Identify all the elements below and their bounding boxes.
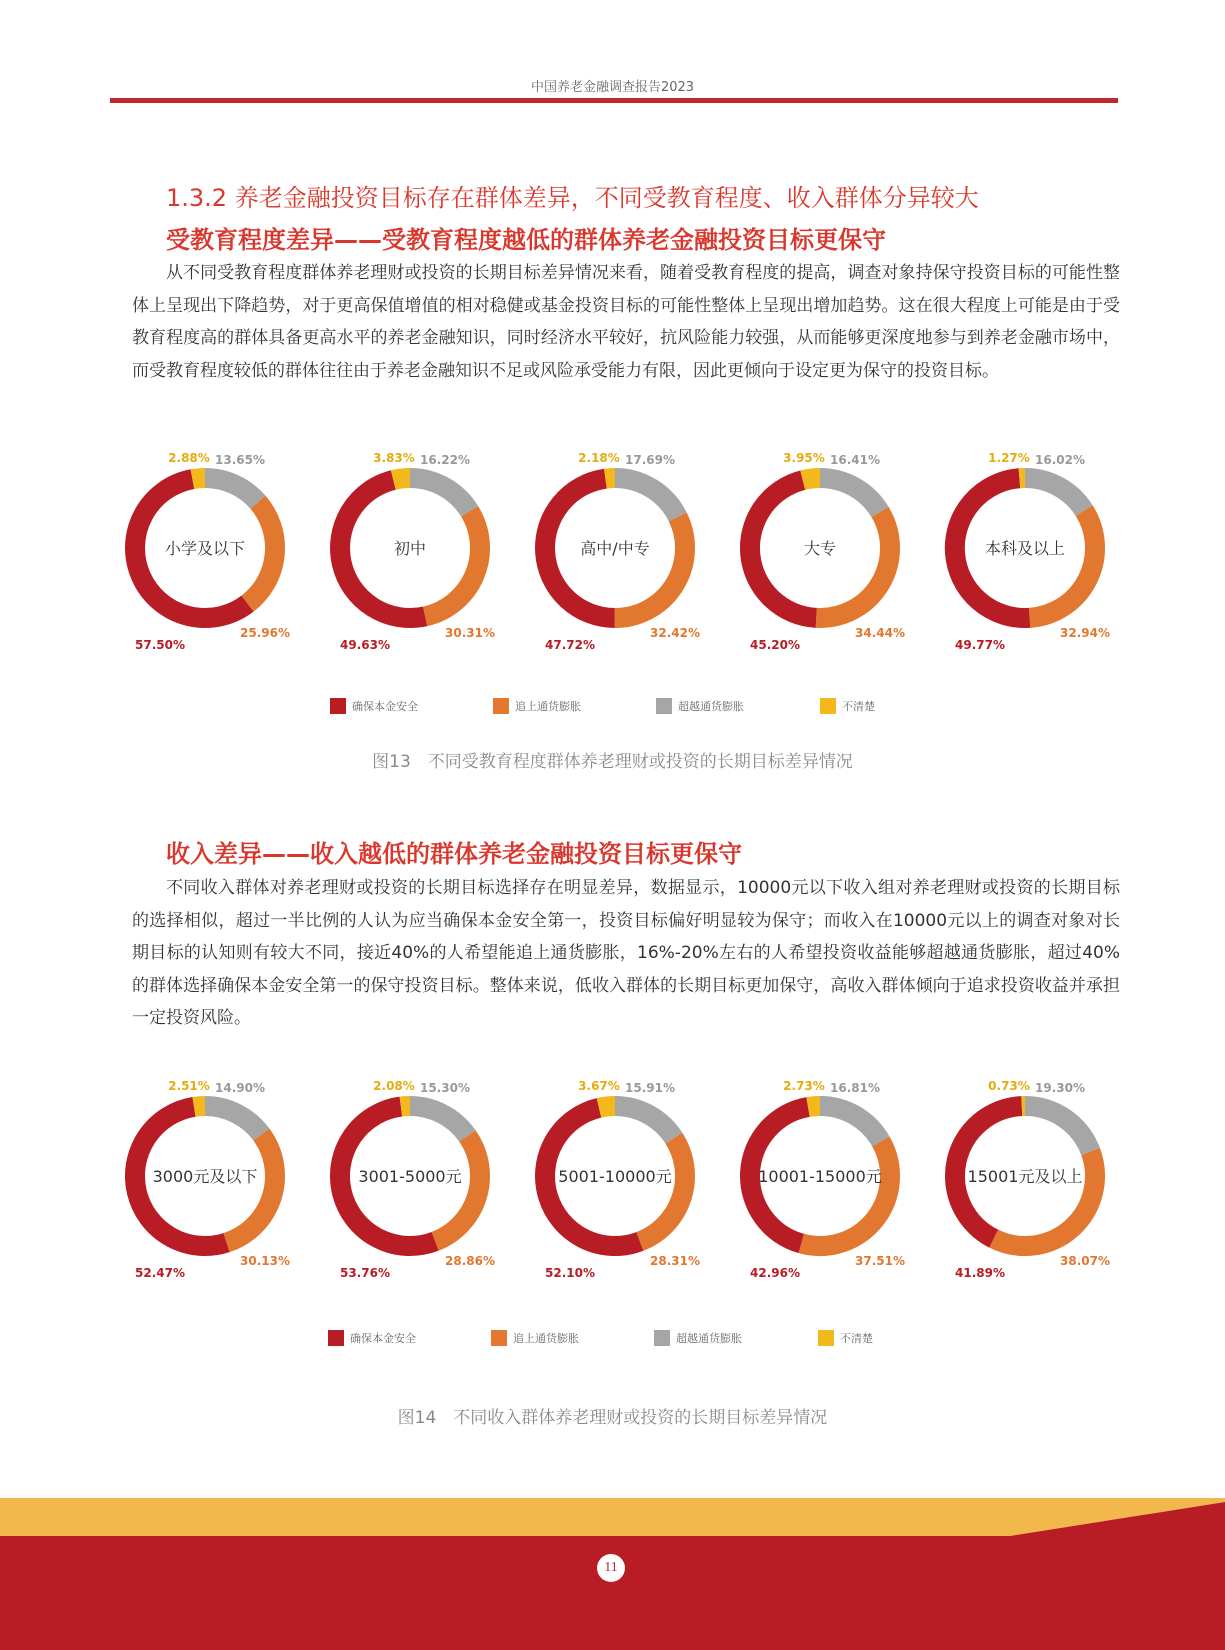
label-gray-value: 15.91% (625, 1081, 675, 1095)
donut-高中/中专 (545, 451, 700, 652)
label-yellow-value: 3.83% (373, 451, 415, 465)
legend-label: 确保本金安全 (350, 1332, 416, 1345)
label-red-value: 49.63% (340, 638, 390, 652)
donut-slice-不清楚 (393, 478, 410, 480)
donut-slice-不清楚 (599, 1106, 615, 1108)
donut-slice-追上通货膨胀 (801, 1142, 890, 1246)
donut-center-label: 小学及以下 (164, 539, 246, 558)
label-orange-value: 34.44% (855, 626, 905, 640)
legend-swatch (654, 1330, 670, 1346)
legend-item (328, 1328, 416, 1348)
donut-15001元及以上 (955, 1079, 1110, 1280)
label-gray-value: 14.90% (215, 1081, 265, 1095)
donut-center-label: 3000元及以下 (152, 1167, 258, 1186)
donut-slice-追上通货膨胀 (615, 517, 685, 618)
legend-label: 不清楚 (842, 700, 875, 713)
donut-slice-不清楚 (401, 1106, 410, 1107)
legend-label: 不清楚 (840, 1332, 873, 1345)
legend-item (330, 696, 418, 716)
donut-3000元及以下 (135, 1079, 290, 1280)
label-gray-value: 16.02% (1035, 453, 1085, 467)
label-orange-value: 28.86% (445, 1254, 495, 1268)
label-yellow-value: 2.73% (783, 1079, 825, 1093)
label-red-value: 52.47% (135, 1266, 185, 1280)
donut-slice-不清楚 (192, 478, 205, 479)
figure14-caption: 图14 不同收入群体养老理财或投资的长期目标差异情况 (397, 1408, 828, 1428)
donut-center-label: 10001-15000元 (758, 1167, 882, 1186)
label-gray-value: 15.30% (420, 1081, 470, 1095)
donut-slice-不清楚 (808, 1106, 820, 1107)
donut-slice-不清楚 (194, 1106, 205, 1107)
label-red-value: 45.20% (750, 638, 800, 652)
legend-swatch (330, 698, 346, 714)
donut-slice-追上通货膨胀 (640, 1138, 685, 1241)
report-header-title: 中国养老金融调查报告2023 (530, 80, 695, 95)
legend-item (656, 696, 744, 716)
label-red-value: 42.96% (750, 1266, 800, 1280)
donut-slice-超越通货膨胀 (410, 1106, 467, 1136)
legend-label: 确保本金安全 (352, 700, 418, 713)
education-donut-svg (110, 440, 1120, 680)
donut-slice-超越通货膨胀 (410, 478, 470, 511)
donut-10001-15000元 (750, 1079, 905, 1280)
label-yellow-value: 1.27% (988, 451, 1030, 465)
legend-item (654, 1328, 742, 1348)
label-orange-value: 30.31% (445, 626, 495, 640)
legend-label: 追上通货膨胀 (515, 700, 581, 713)
donut-slice-不清楚 (605, 478, 615, 479)
legend-label: 超越通货膨胀 (676, 1332, 742, 1345)
page-number: 11 (597, 1554, 625, 1582)
label-orange-value: 28.31% (650, 1254, 700, 1268)
income-donut-charts (110, 1068, 1120, 1308)
donut-slice-追上通货膨胀 (994, 1151, 1095, 1246)
label-yellow-value: 3.95% (783, 451, 825, 465)
label-gray-value: 16.41% (830, 453, 880, 467)
footer-yellow-band (0, 1498, 1225, 1536)
donut-slice-超越通货膨胀 (820, 1106, 881, 1142)
label-orange-value: 30.13% (240, 1254, 290, 1268)
donut-center-label: 本科及以上 (984, 539, 1066, 558)
income-subtitle: 收入差异——收入越低的群体养老金融投资目标更保守 (166, 840, 742, 868)
donut-slice-追上通货膨胀 (1030, 511, 1095, 618)
figure13-caption: 图13 不同受教育程度群体养老理财或投资的长期目标差异情况 (372, 752, 853, 772)
donut-slice-超越通货膨胀 (820, 478, 880, 512)
donut-slice-超越通货膨胀 (205, 1106, 261, 1134)
education-legend (0, 696, 1225, 716)
donut-slice-超越通货膨胀 (1025, 478, 1084, 511)
label-orange-value: 37.51% (855, 1254, 905, 1268)
legend-item (493, 696, 581, 716)
donut-slice-超越通货膨胀 (1025, 1106, 1091, 1151)
legend-swatch (656, 698, 672, 714)
legend-swatch (328, 1330, 344, 1346)
income-donut-svg (110, 1068, 1120, 1308)
label-yellow-value: 2.18% (578, 451, 620, 465)
education-subtitle: 受教育程度差异——受教育程度越低的群体养老金融投资目标更保守 (166, 226, 886, 254)
donut-slice-追上通货膨胀 (425, 511, 480, 616)
label-orange-value: 38.07% (1060, 1254, 1110, 1268)
label-orange-value: 32.94% (1060, 626, 1110, 640)
label-gray-value: 16.81% (830, 1081, 880, 1095)
legend-item (491, 1328, 579, 1348)
donut-center-label: 初中 (393, 539, 427, 558)
donut-小学及以下 (135, 451, 290, 652)
label-gray-value: 17.69% (625, 453, 675, 467)
donut-slice-追上通货膨胀 (816, 512, 890, 618)
label-gray-value: 19.30% (1035, 1081, 1085, 1095)
label-yellow-value: 2.51% (168, 1079, 210, 1093)
donut-本科及以上 (955, 451, 1110, 652)
donut-3001-5000元 (340, 1079, 495, 1280)
legend-swatch (493, 698, 509, 714)
donut-center-label: 15001元及以上 (967, 1167, 1083, 1186)
legend-label: 追上通货膨胀 (513, 1332, 579, 1345)
label-orange-value: 25.96% (240, 626, 290, 640)
donut-5001-10000元 (545, 1079, 700, 1280)
section-title: 1.3.2 养老金融投资目标存在群体差异，不同受教育程度、收入群体分异较大 (166, 184, 979, 212)
donut-slice-超越通货膨胀 (615, 1106, 674, 1138)
legend-item (818, 1328, 873, 1348)
donut-slice-不清楚 (803, 478, 820, 480)
label-orange-value: 32.42% (650, 626, 700, 640)
legend-swatch (818, 1330, 834, 1346)
label-yellow-value: 2.88% (168, 451, 210, 465)
label-red-value: 47.72% (545, 638, 595, 652)
donut-大专 (750, 451, 905, 652)
label-yellow-value: 0.73% (988, 1079, 1030, 1093)
donut-slice-超越通货膨胀 (615, 478, 678, 517)
label-yellow-value: 3.67% (578, 1079, 620, 1093)
donut-slice-超越通货膨胀 (205, 478, 258, 502)
donut-center-label: 高中/中专 (580, 539, 650, 558)
label-red-value: 41.89% (955, 1266, 1005, 1280)
donut-初中 (340, 451, 495, 652)
legend-swatch (491, 1330, 507, 1346)
donut-center-label: 大专 (803, 539, 837, 558)
donut-center-label: 3001-5000元 (358, 1167, 462, 1186)
donut-center-label: 5001-10000元 (558, 1167, 672, 1186)
label-red-value: 52.10% (545, 1266, 595, 1280)
label-yellow-value: 2.08% (373, 1079, 415, 1093)
education-donut-charts (110, 440, 1120, 680)
label-red-value: 53.76% (340, 1266, 390, 1280)
income-paragraph: 不同收入群体对养老理财或投资的长期目标选择存在明显差异，数据显示，10000元以下收入组对养老理财或投资的长期目标的选择相似，超过一半比例的人认为应当确保本金安全第一，投资目标偏好明显较为保守；而收入在10000元以上的调查对象对长期目标的认知则有较大不同，接近40%的人希望能追上通货膨胀，16%-20%左右的人希望投资收益能够超越通货膨胀，超过40%的群体选择确保本金安全第一的保守投资目标。整体来说，低收入群体的长期目标更加保守，高收入群体倾向于追求投资收益并承担一定投资风险。 (132, 878, 1120, 1028)
label-red-value: 49.77% (955, 638, 1005, 652)
legend-label: 超越通货膨胀 (678, 700, 744, 713)
income-legend (0, 1328, 1225, 1348)
legend-item (820, 696, 875, 716)
header-divider (110, 98, 1118, 103)
donut-slice-追上通货膨胀 (248, 502, 275, 603)
education-paragraph: 从不同受教育程度群体养老理财或投资的长期目标差异情况来看，随着受教育程度的提高，调查对象持保守投资目标的可能性整体上呈现出下降趋势，对于更高保值增值的相对稳健或基金投资目标的可能性整体上呈现出增加趋势。这在很大程度上可能是由于受教育程度高的群体具备更高水平的养老金融知识，同时经济水平较好，抗风险能力较强，从而能够更深度地参与到养老金融市场中，而受教育程度较低的群体往往由于养老金融知识不足或风险承受能力有限，因此更倾向于设定更为保守的投资目标。 (132, 263, 1120, 381)
label-gray-value: 16.22% (420, 453, 470, 467)
donut-slice-追上通货膨胀 (227, 1134, 275, 1242)
legend-swatch (820, 698, 836, 714)
donut-slice-追上通货膨胀 (435, 1136, 480, 1241)
label-gray-value: 13.65% (215, 453, 265, 467)
label-red-value: 57.50% (135, 638, 185, 652)
